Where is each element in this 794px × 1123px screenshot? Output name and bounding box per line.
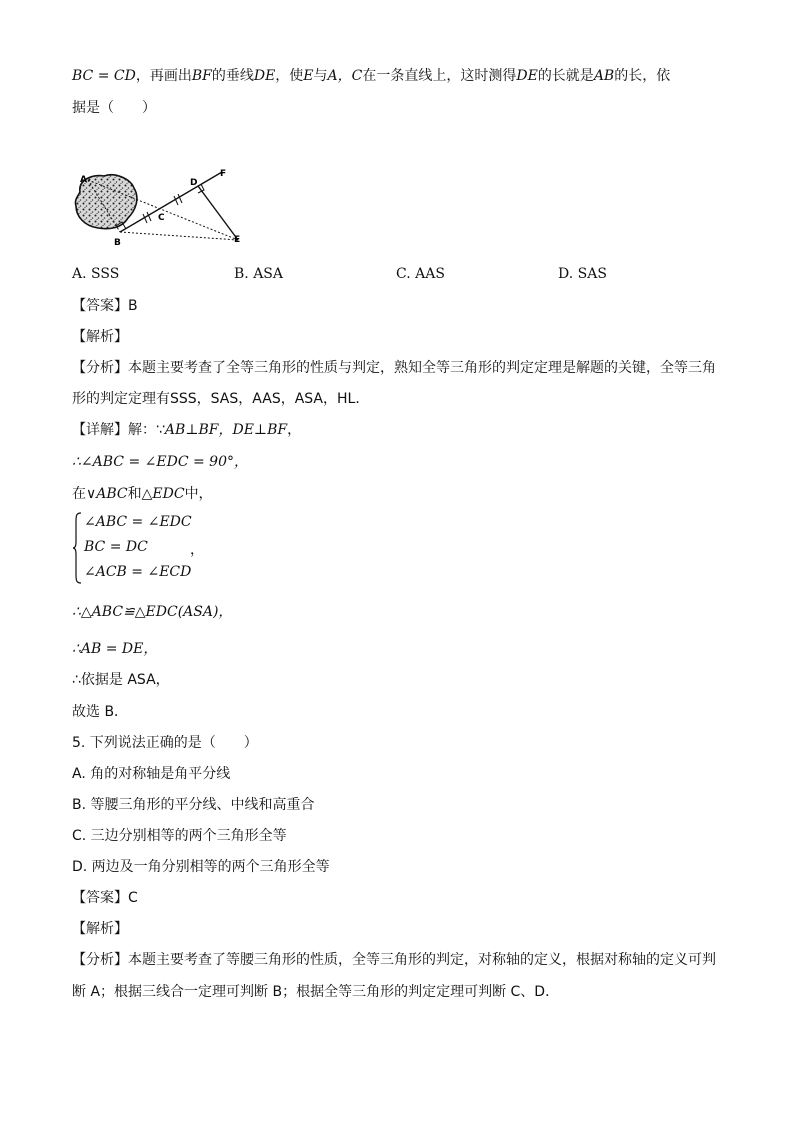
math-ac: A，C — [327, 68, 363, 84]
geometry-figure — [70, 160, 255, 252]
q4-in-triangles — [72, 484, 213, 504]
q4-basis: ∴依据是 ASA， — [72, 672, 170, 688]
q5-option-c: C. 三边分别相等的两个三角形全等 — [72, 828, 287, 844]
text: 【详解】解：∵ — [72, 422, 165, 438]
label-b: B — [114, 238, 121, 248]
q4-analysis-line-2: 形的判定定理有SSS，SAS，AAS，ASA，HL． — [72, 391, 370, 407]
q4-option-c: C. AAS — [396, 266, 445, 282]
text: 的长，依 — [614, 68, 671, 84]
system-comma: ， — [190, 542, 204, 558]
q4-analysis-line-1: 【分析】本题主要考查了全等三角形的性质与判定，熟知全等三角形的判定定理是解题的关键，全等三角 — [72, 360, 716, 376]
q4-option-a: A. SSS — [72, 266, 120, 282]
q4-stem-line-1 — [72, 66, 670, 86]
math-e: E — [303, 68, 314, 84]
math-de: DE — [516, 68, 538, 84]
system-row-2: BC = DC — [84, 539, 148, 555]
text: 中， — [184, 486, 213, 502]
label-d: D — [190, 178, 198, 188]
label-c: C — [158, 213, 165, 223]
q4-choose: 故选 B． — [72, 704, 129, 720]
math-bc-cd: BC = CD — [72, 68, 136, 84]
q5-analysis-title: 【解析】 — [72, 921, 128, 937]
line-b-e — [120, 232, 238, 240]
left-brace — [72, 512, 82, 584]
q5-option-d: D. 两边及一角分别相等的两个三角形全等 — [72, 859, 330, 875]
label-e: E — [234, 235, 241, 245]
text: ， — [287, 422, 302, 438]
text: 在 — [72, 486, 86, 502]
label-a: A — [80, 175, 87, 185]
text: 的垂线 — [211, 68, 254, 84]
math-ab: AB — [593, 68, 615, 84]
equation-system — [72, 510, 252, 586]
q4-option-d: D. SAS — [558, 266, 607, 282]
q4-congruent: ∴△ABC≌△EDC(ASA)， — [72, 604, 233, 620]
math-edc: EDC — [152, 486, 185, 502]
q5-stem: 5. 下列说法正确的是（ ） — [72, 735, 258, 751]
q5-option-a: A. 角的对称轴是角平分线 — [72, 766, 231, 782]
math-bf: BF — [191, 68, 212, 84]
q4-detail-line — [72, 420, 301, 440]
q5-analysis-line-1: 【分析】本题主要考查了等腰三角形的性质，全等三角形的判定，对称轴的定义，根据对称轴的定义可判 — [72, 952, 716, 968]
q4-stem-line-2: 据是（ ） — [72, 100, 156, 116]
text: ，再画出 — [135, 68, 192, 84]
q4-answer: 【答案】B — [72, 298, 138, 314]
q5-answer: 【答案】C — [72, 890, 138, 906]
label-f: F — [220, 169, 227, 179]
q5-analysis-line-2: 断 A；根据三线合一定理可判断 B；根据全等三角形的判定定理可判断 C、D． — [72, 984, 560, 1000]
q4-therefore-angles: ∴∠ABC = ∠EDC = 90°， — [72, 454, 248, 470]
math-abc: ∨ABC — [86, 486, 128, 502]
text: 在一条直线上，这时测得 — [362, 68, 517, 84]
system-row-1: ∠ABC = ∠EDC — [84, 514, 192, 530]
text: ，使 — [275, 68, 304, 84]
q4-ab-equals-de: ∴AB = DE， — [72, 641, 158, 657]
text: 与 — [313, 68, 328, 84]
math-de: DE — [253, 68, 276, 84]
q5-option-b: B. 等腰三角形的平分线、中线和高重合 — [72, 797, 315, 813]
line-d-e — [198, 186, 238, 240]
math-perpendicular: AB⊥BF，DE⊥BF — [164, 422, 288, 438]
system-row-3: ∠ACB = ∠ECD — [84, 564, 192, 580]
text: 和△ — [127, 486, 153, 502]
q4-analysis-title: 【解析】 — [72, 329, 128, 345]
q4-option-b: B. ASA — [234, 266, 283, 282]
text: 的长就是 — [537, 68, 594, 84]
